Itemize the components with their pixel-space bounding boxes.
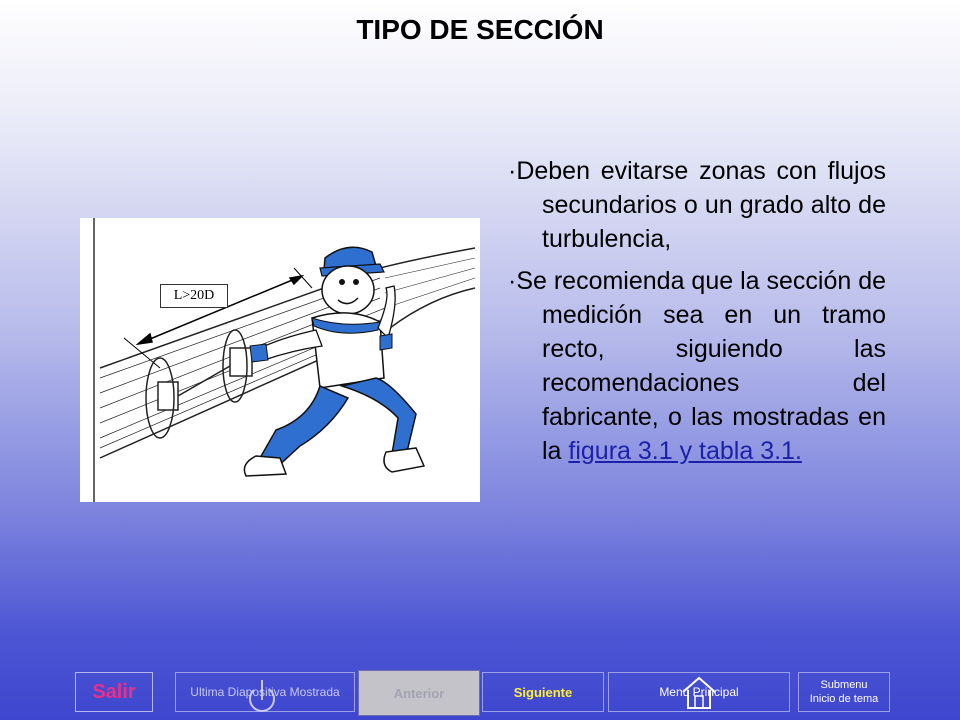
slide-body — [508, 154, 886, 476]
figure-table-link[interactable]: figura 3.1 y tabla 3.1. — [568, 437, 802, 465]
bullet-straight-section-text: ·Se recomienda que la sección de medición sea en un tramo recto, siguiendo las recomendaciones del fabricante, o las mostradas en la — [508, 267, 887, 465]
next-button[interactable]: Siguiente — [482, 672, 604, 712]
worker-figure — [244, 247, 424, 476]
dimension-label: L>20D — [160, 284, 228, 308]
worker-pipe-drawing — [80, 218, 480, 502]
bullet-straight-section — [508, 264, 886, 468]
pipe-measurement-illustration — [80, 218, 480, 502]
main-menu-button[interactable]: Menú Principal — [608, 672, 790, 712]
bullet-turbulence: ·Deben evitarse zonas con flujos secundarios o un grado alto de turbulencia, — [508, 157, 886, 253]
topic-start-label: Inicio de tema — [809, 693, 879, 705]
slide-title: TIPO DE SECCIÓN — [356, 14, 604, 45]
previous-button[interactable]: Anterior — [358, 670, 480, 716]
submenu-label: Submenu — [820, 679, 868, 691]
submenu-button[interactable] — [798, 672, 890, 712]
exit-button[interactable]: Salir — [75, 672, 153, 712]
last-viewed-slide-button[interactable]: Ultima Diapositiva Mostrada — [175, 672, 355, 712]
